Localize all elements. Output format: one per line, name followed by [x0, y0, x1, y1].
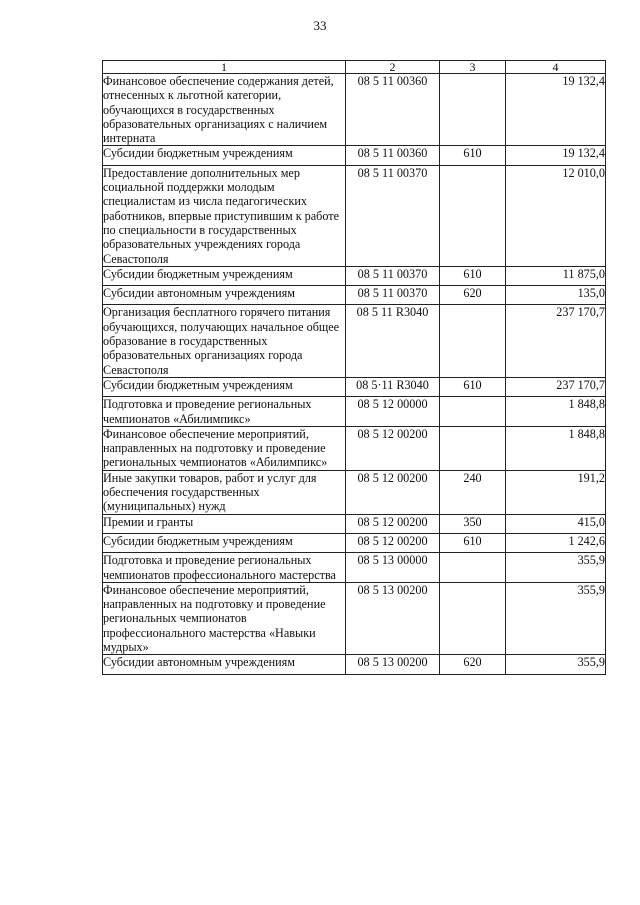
row-name: Организация бесплатного горячего питания обучающихся, получающих начальное общее образование в государственных образовательных организациях города Севастополя — [103, 305, 346, 377]
row-name: Субсидии бюджетным учреждениям — [103, 266, 346, 285]
row-kind: 350 — [440, 514, 506, 533]
row-kind — [440, 74, 506, 146]
table-row — [103, 655, 606, 674]
row-kind: 620 — [440, 655, 506, 674]
row-name: Финансовое обеспечение мероприятий, направленных на подготовку и проведение региональных чемпионатов профессионального мастерства «Навыки мудрых» — [103, 582, 346, 654]
row-amount: 191,2 — [506, 470, 606, 514]
table-row — [103, 305, 606, 377]
row-kind — [440, 397, 506, 427]
row-name: Премии и гранты — [103, 514, 346, 533]
row-amount: 1 848,8 — [506, 426, 606, 470]
row-name: Субсидии автономным учреждениям — [103, 286, 346, 305]
row-name: Подготовка и проведение региональных чемпионатов профессионального мастерства — [103, 553, 346, 583]
row-kind — [440, 305, 506, 377]
row-code: 08 5 11 00370 — [346, 165, 440, 266]
table-row — [103, 266, 606, 285]
row-code: 08 5 11 00360 — [346, 74, 440, 146]
row-code: 08 5 13 00000 — [346, 553, 440, 583]
row-amount: 415,0 — [506, 514, 606, 533]
row-kind: 610 — [440, 146, 506, 165]
row-amount: 1 848,8 — [506, 397, 606, 427]
table-row — [103, 286, 606, 305]
table-row — [103, 146, 606, 165]
row-name: Финансовое обеспечение содержания детей, отнесенных к льготной категории, обучающихся в государственных образовательных организациях с наличием интерната — [103, 74, 346, 146]
row-code: 08 5 12 00200 — [346, 470, 440, 514]
header-col-4: 4 — [506, 61, 606, 74]
row-code: 08 5 12 00200 — [346, 533, 440, 552]
row-kind: 620 — [440, 286, 506, 305]
row-code: 08 5·11 R3040 — [346, 377, 440, 396]
row-amount: 1 242,6 — [506, 533, 606, 552]
row-name: Субсидии автономным учреждениям — [103, 655, 346, 674]
row-amount: 237 170,7 — [506, 377, 606, 396]
row-amount: 135,0 — [506, 286, 606, 305]
row-name: Иные закупки товаров, работ и услуг для обеспечения государственных (муниципальных) нужд — [103, 470, 346, 514]
table-row — [103, 582, 606, 654]
row-code: 08 5 12 00000 — [346, 397, 440, 427]
page-number: 33 — [313, 18, 327, 33]
table-row — [103, 533, 606, 552]
row-amount: 19 132,4 — [506, 74, 606, 146]
row-code: 08 5 13 00200 — [346, 655, 440, 674]
table-row — [103, 377, 606, 396]
row-name: Субсидии бюджетным учреждениям — [103, 533, 346, 552]
row-amount: 237 170,7 — [506, 305, 606, 377]
row-kind — [440, 426, 506, 470]
row-name: Предоставление дополнительных мер социальной поддержки молодым специалистам из числа педагогических работников, впервые приступившим к работе по специальности в государственных образовательных учреждениях города Севастополя — [103, 165, 346, 266]
row-kind — [440, 553, 506, 583]
budget-table — [102, 60, 606, 675]
row-amount: 19 132,4 — [506, 146, 606, 165]
table-row — [103, 74, 606, 146]
table-row — [103, 426, 606, 470]
row-amount: 11 875,0 — [506, 266, 606, 285]
row-kind: 610 — [440, 377, 506, 396]
row-code: 08 5 12 00200 — [346, 514, 440, 533]
table-row — [103, 553, 606, 583]
row-name: Финансовое обеспечение мероприятий, направленных на подготовку и проведение региональных чемпионатов «Абилимпикс» — [103, 426, 346, 470]
row-code: 08 5 11 R3040 — [346, 305, 440, 377]
row-kind: 610 — [440, 266, 506, 285]
row-amount: 355,9 — [506, 655, 606, 674]
row-code: 08 5 11 00370 — [346, 266, 440, 285]
row-name: Субсидии бюджетным учреждениям — [103, 377, 346, 396]
table-row — [103, 470, 606, 514]
table-row — [103, 514, 606, 533]
row-name: Субсидии бюджетным учреждениям — [103, 146, 346, 165]
row-code: 08 5 11 00370 — [346, 286, 440, 305]
row-amount: 355,9 — [506, 582, 606, 654]
header-col-1: 1 — [103, 61, 346, 74]
row-amount: 12 010,0 — [506, 165, 606, 266]
header-col-3: 3 — [440, 61, 506, 74]
row-name: Подготовка и проведение региональных чемпионатов «Абилимпикс» — [103, 397, 346, 427]
table-row — [103, 397, 606, 427]
header-col-2: 2 — [346, 61, 440, 74]
row-kind — [440, 165, 506, 266]
row-kind: 240 — [440, 470, 506, 514]
row-code: 08 5 13 00200 — [346, 582, 440, 654]
row-code: 08 5 11 00360 — [346, 146, 440, 165]
table-header-row — [103, 61, 606, 74]
row-amount: 355,9 — [506, 553, 606, 583]
row-code: 08 5 12 00200 — [346, 426, 440, 470]
row-kind: 610 — [440, 533, 506, 552]
table-row — [103, 165, 606, 266]
row-kind — [440, 582, 506, 654]
